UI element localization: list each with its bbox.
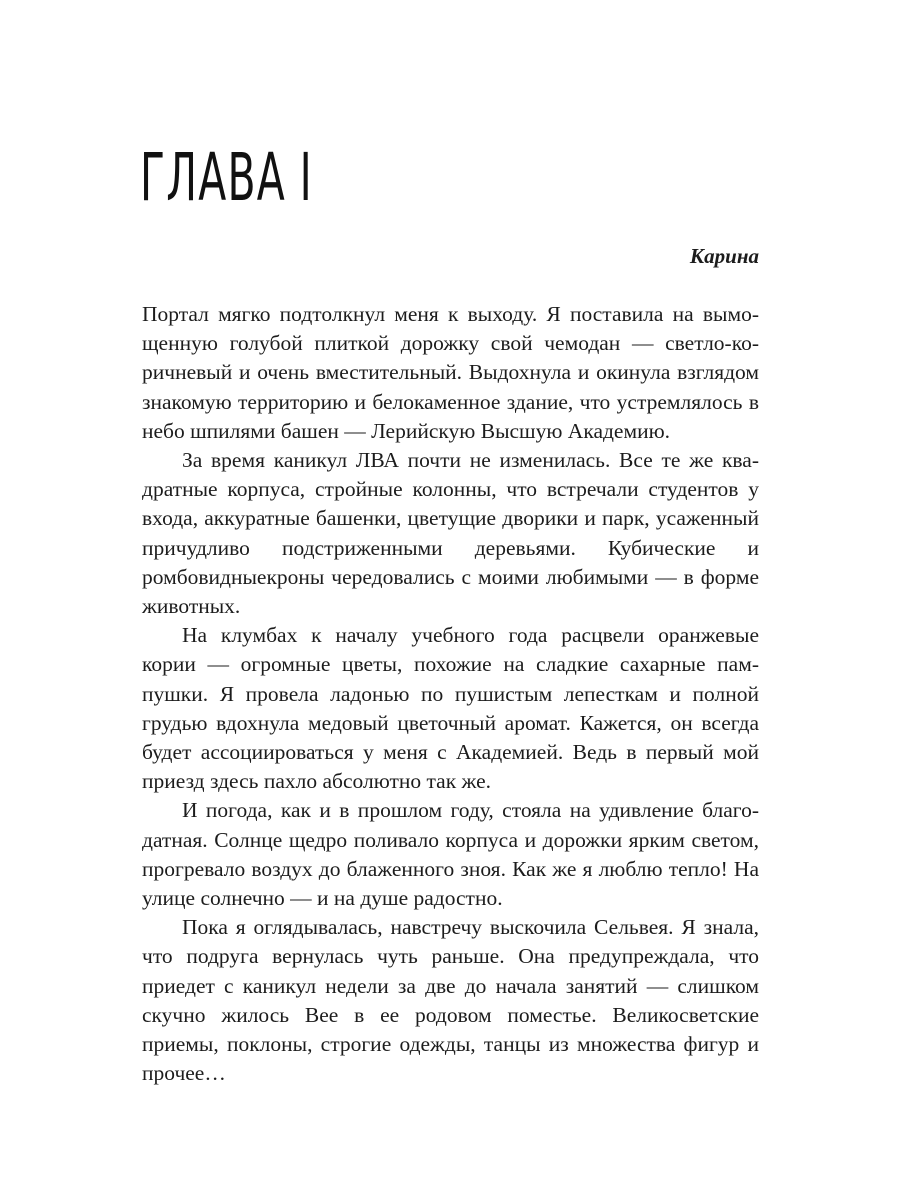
chapter-number: I [299, 139, 313, 216]
chapter-body [142, 300, 759, 1088]
paragraph-5: Пока я оглядывалась, навстречу выскочила Сельвея. Я знала, что подруга вернулась чуть раньше. Она предупреждала, что приедет с каникул недели за две до начала занятий — слишком скучно жилось Вее в ее родовом поместье. Великосветские приемы, поклоны, строгие одежды, танцы из множества фигур и прочее… [142, 915, 759, 1086]
chapter-word: ГЛАВА [140, 139, 286, 216]
paragraph-1: Портал мягко подтолкнул меня к выходу. Я поставила на вымощенную голубой плиткой дорожку свой чемодан — светло-коричневый и очень вместительный. Выдохнула и окинула взглядом знакомую территорию и белокаменное здание, что устремлялось в небо шпилями башен — Лерийскую Высшую Академию. [142, 302, 759, 443]
paragraph-3: На клумбах к началу учебного года расцвели оранжевые кории — огромные цветы, похожие на сладкие сахарные пампушки. Я провела ладонью по пушистым лепесткам и полной грудью вдохнула медовый цветочный аромат. Кажется, он всегда будет ассоциироваться у меня с Академией. Ведь в первый мой приезд здесь пахло абсолютно так же. [142, 623, 759, 794]
paragraph-4: И погода, как и в прошлом году, стояла на удивление благодатная. Солнце щедро поливало корпуса и дорожки ярким светом, прогревало воздух до блаженного зноя. Как же я люблю тепло! На улице солнечно — и на душе радостно. [142, 798, 759, 911]
character-name: Карина [689, 244, 759, 268]
chapter-title [140, 140, 313, 216]
paragraph-2: За время каникул ЛВА почти не изменилась. Все те же квадратные корпуса, стройные колонны, что встречали студентов у входа, аккуратные башенки, цветущие дворики и парк, усаженный причудливо подстриженными деревьями. Кубические и ромбовидныекроны чередовались с моими любимыми — в форме животных. [142, 448, 759, 619]
